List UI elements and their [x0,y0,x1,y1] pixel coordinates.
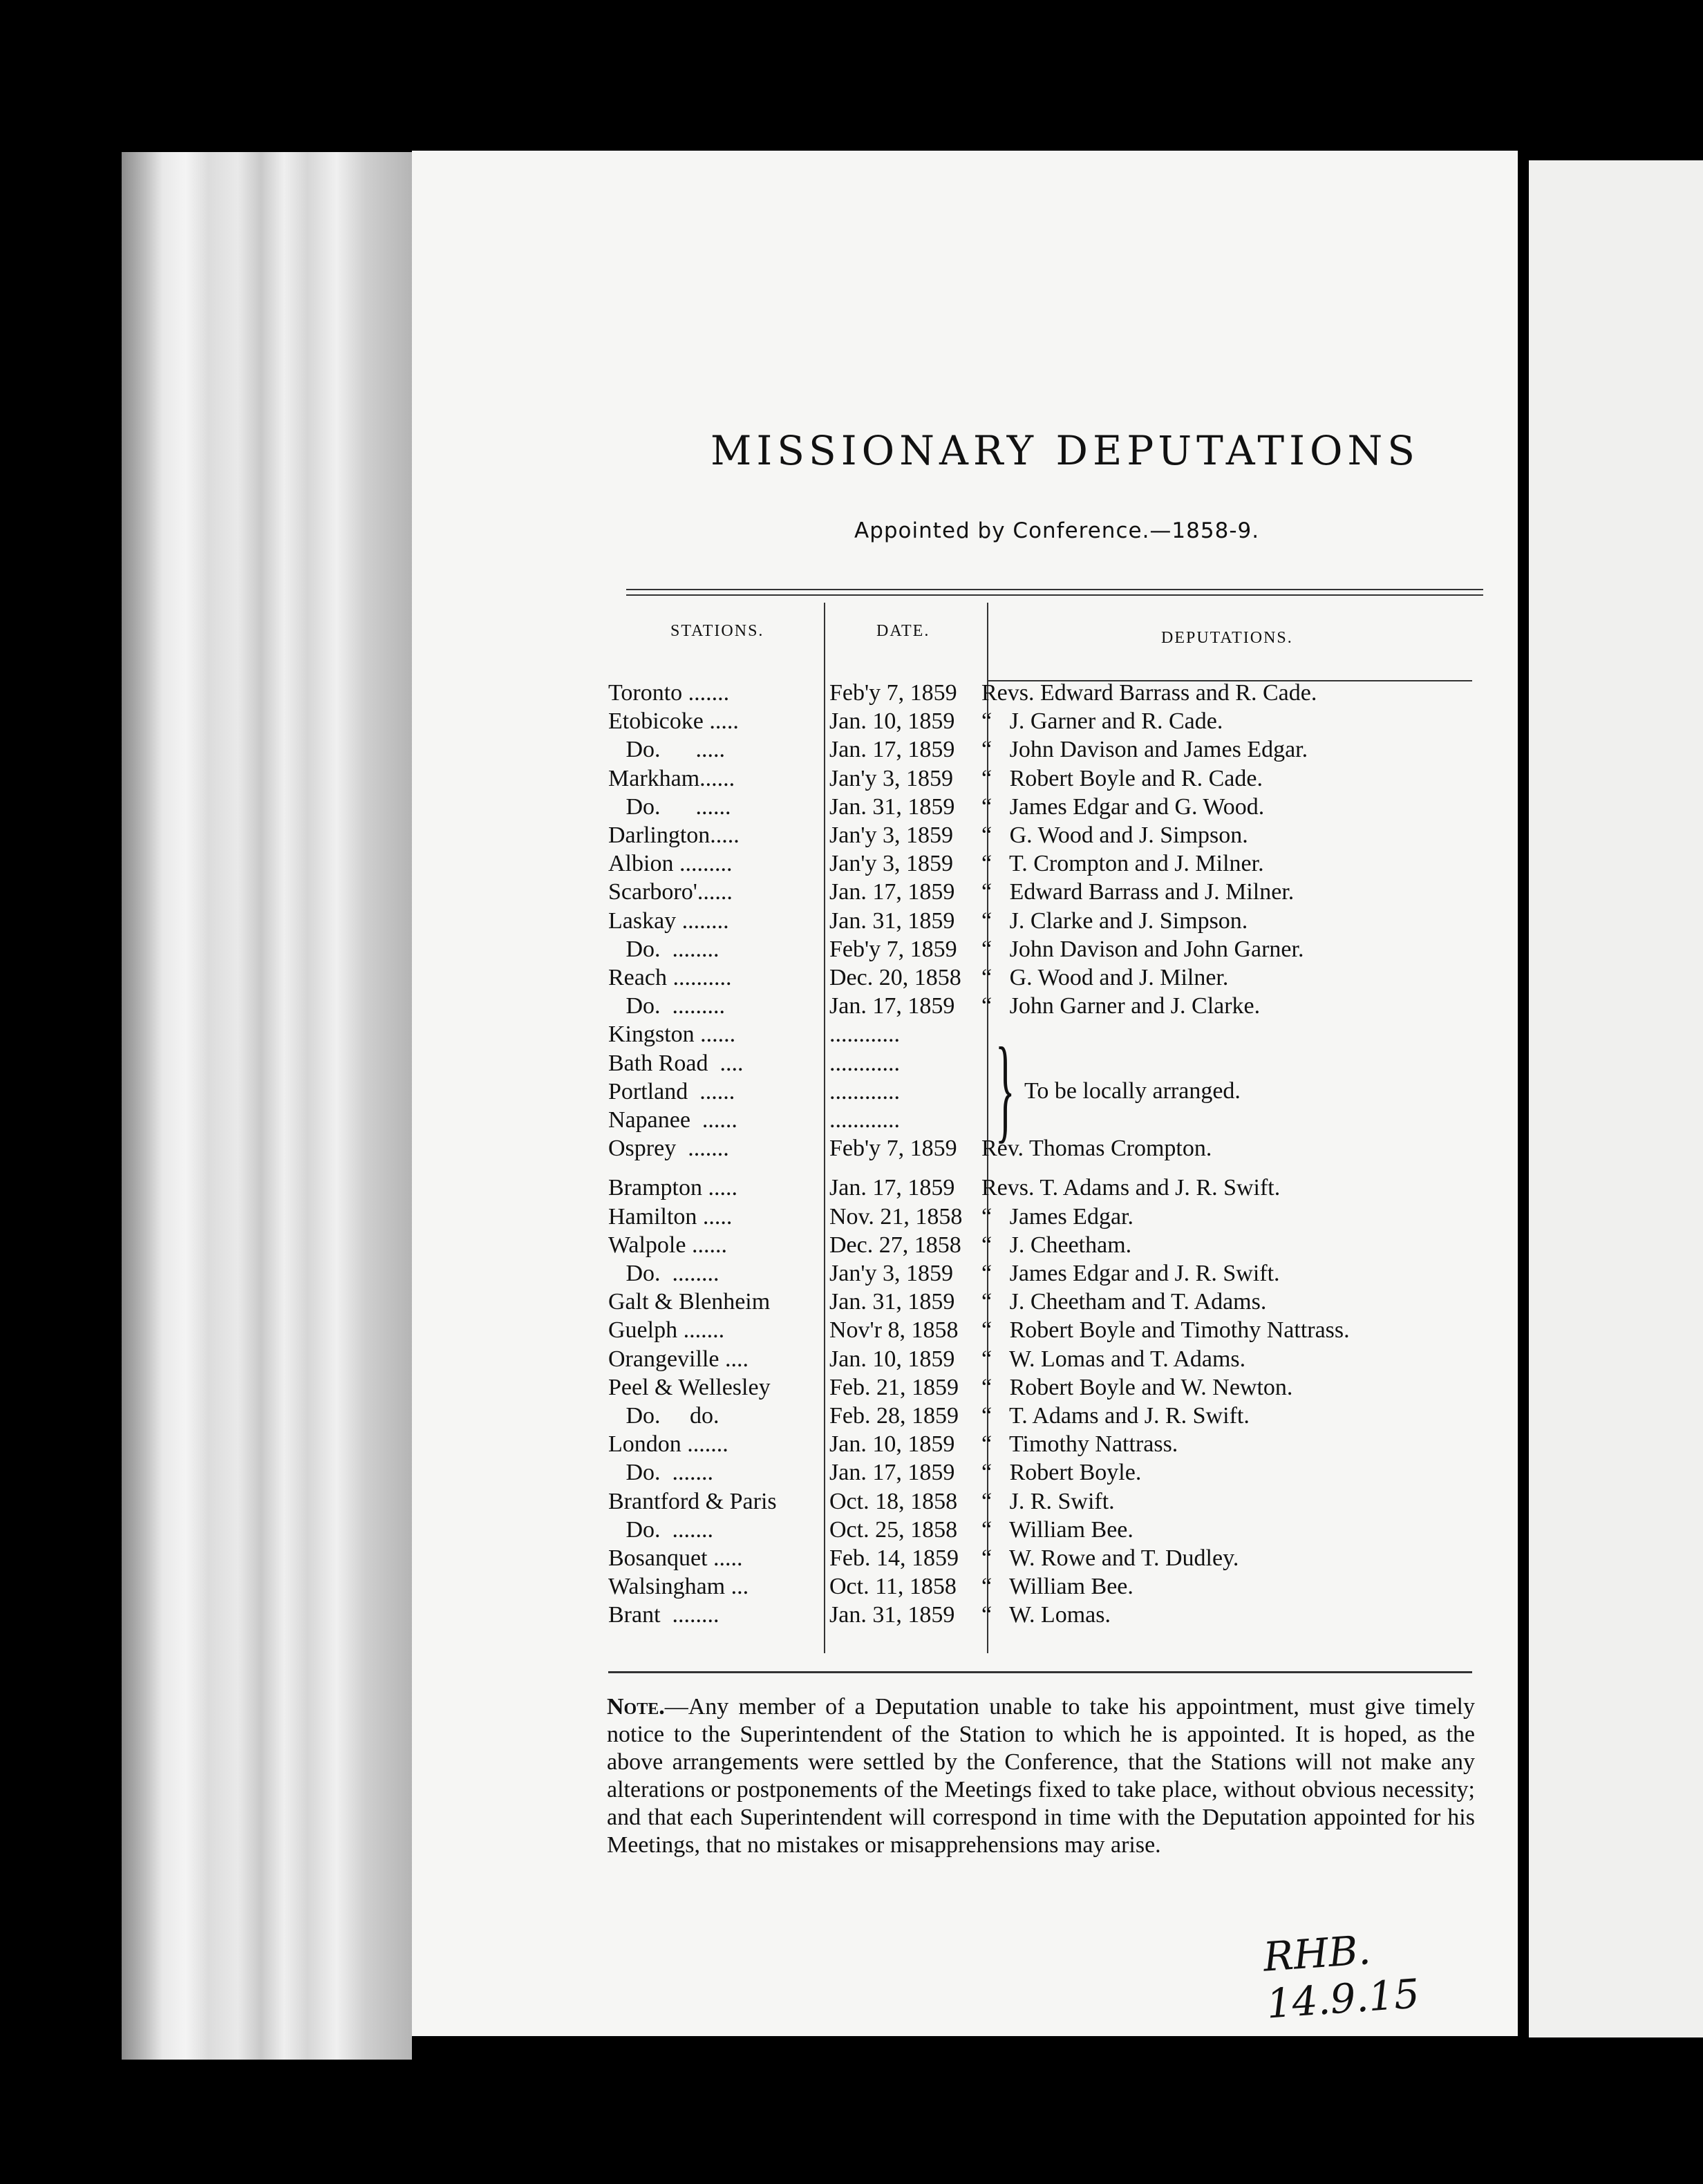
date-cell: Jan. 31, 1859 [829,907,955,934]
station-cell: Kingston ...... [608,1022,736,1048]
deputation-cell: “ J. Garner and R. Cade. [981,708,1223,735]
signature-initials: RHB. [1261,1926,1373,1981]
deputation-cell: “ William Bee. [981,1516,1133,1543]
date-cell: Dec. 27, 1858 [829,1232,961,1258]
top-rule-2 [626,594,1483,596]
deputation-cell: “ Robert Boyle and Timothy Nattrass. [981,1317,1350,1344]
date-cell: Jan. 10, 1859 [829,1346,955,1372]
deputation-cell: “ G. Wood and J. Simpson. [981,822,1248,848]
deputation-cell: Revs. T. Adams and J. R. Swift. [981,1175,1281,1201]
deputation-cell: “ J. Cheetham. [981,1232,1132,1258]
deputation-cell: “ W. Lomas. [981,1602,1111,1628]
date-cell: Feb'y 7, 1859 [829,680,957,706]
date-cell: ............ [829,1022,900,1048]
date-cell: Feb'y 7, 1859 [829,1136,957,1162]
brace-icon: } [995,1024,1015,1154]
station-cell: Reach .......... [608,965,732,990]
date-cell: ............ [829,1050,900,1076]
station-cell: Guelph ....... [608,1317,725,1344]
station-cell: Do. ...... [608,793,731,820]
date-cell: ............ [829,1107,900,1133]
station-cell: Brant ........ [608,1602,719,1628]
date-cell: Oct. 25, 1858 [829,1516,958,1543]
station-cell: Bath Road .... [608,1050,744,1076]
station-cell: Brampton ..... [608,1175,737,1201]
deputation-cell: “ W. Rowe and T. Dudley. [981,1545,1239,1571]
deputation-cell: “ James Edgar and G. Wood. [981,793,1265,820]
date-cell: Jan. 17, 1859 [829,737,955,763]
page-subtitle: Appointed by Conference.—1858-9. [854,518,1260,543]
station-cell: Walpole ...... [608,1232,727,1258]
date-cell: Nov'r 8, 1858 [829,1317,959,1344]
date-cell: Jan. 17, 1859 [829,879,955,905]
deputation-cell: “ Robert Boyle and W. Newton. [981,1374,1293,1400]
station-cell: London ....... [608,1431,728,1458]
station-cell: Orangeville .... [608,1346,749,1372]
deputation-cell: “ G. Wood and J. Milner. [981,965,1229,990]
deputation-cell: “ W. Lomas and T. Adams. [981,1346,1246,1372]
station-cell: Darlington..... [608,822,740,848]
note-paragraph [607,1693,1475,1859]
column-divider-1 [824,603,825,1653]
deputation-cell: “ T. Crompton and J. Milner. [981,851,1264,877]
station-cell: Portland ...... [608,1078,735,1104]
date-cell: Jan'y 3, 1859 [829,851,953,877]
date-cell: Jan'y 3, 1859 [829,822,953,848]
date-cell: Nov. 21, 1858 [829,1203,963,1230]
note-label: Note. [607,1694,665,1720]
station-cell: Peel & Wellesley [608,1374,771,1400]
date-cell: Feb'y 7, 1859 [829,936,957,962]
deputation-cell: Revs. Edward Barrass and R. Cade. [981,680,1317,706]
top-rule [626,589,1483,590]
facing-page-edge [1529,160,1703,2037]
deputation-cell: “ T. Adams and J. R. Swift. [981,1403,1250,1429]
header-deputations: DEPUTATIONS. [1161,629,1293,647]
station-cell: Do. ....... [608,1460,714,1486]
date-cell: Jan. 31, 1859 [829,793,955,820]
deputation-cell: “ James Edgar and J. R. Swift. [981,1261,1280,1286]
station-cell: Do. ........ [608,1261,719,1286]
date-cell: Oct. 18, 1858 [829,1488,958,1514]
station-cell: Walsingham ... [608,1574,749,1600]
station-cell: Do. do. [608,1403,719,1429]
date-cell: Jan. 10, 1859 [829,708,955,735]
station-cell: Albion ......... [608,851,733,877]
station-cell: Markham...... [608,765,735,791]
page-title: MISSIONARY DEPUTATIONS [711,427,1420,474]
deputation-cell: “ Timothy Nattrass. [981,1431,1178,1458]
date-cell: Jan. 17, 1859 [829,1175,955,1201]
date-cell: Jan. 17, 1859 [829,1460,955,1486]
bottom-rule [608,1671,1472,1673]
header-stations: STATIONS. [670,622,764,640]
station-cell: Do. ..... [608,737,726,763]
local-arrangement-note: To be locally arranged. [1024,1078,1241,1104]
date-cell: ............ [829,1078,900,1104]
station-cell: Etobicoke ..... [608,708,739,735]
deputation-cell: “ William Bee. [981,1574,1133,1600]
date-cell: Feb. 21, 1859 [829,1374,959,1400]
station-cell: Do. ....... [608,1516,714,1543]
deputation-cell: Rev. Thomas Crompton. [981,1136,1212,1162]
date-cell: Jan'y 3, 1859 [829,1261,953,1286]
deputation-cell: “ J. Clarke and J. Simpson. [981,907,1248,934]
deputation-cell: “ J. Cheetham and T. Adams. [981,1289,1267,1315]
date-cell: Feb. 14, 1859 [829,1545,959,1571]
deputation-cell: “ J. R. Swift. [981,1488,1115,1514]
handwritten-signature [1262,1923,1421,2027]
station-cell: Brantford & Paris [608,1488,777,1514]
note-text: —Any member of a Deputation unable to take his appointment, must give timely notice to the Superintendent of the Station to which he is appointed. It is hoped, as the above arrangements were settled by the Conference, that the Stations will not make any alterations or postponements of the Meetings fixed to take place, without obvious necessity; and that each Superintendent will correspond in time with the Deputation appointed for his Meetings, that no mistakes or misapprehensions may arise. [607,1694,1475,1858]
date-cell: Jan. 17, 1859 [829,993,955,1019]
station-cell: Bosanquet ..... [608,1545,743,1571]
date-cell: Dec. 20, 1858 [829,965,961,990]
station-cell: Osprey ....... [608,1136,729,1162]
deputation-cell: “ Edward Barrass and J. Milner. [981,879,1295,905]
deputation-cell: “ James Edgar. [981,1203,1133,1230]
station-cell: Do. ......... [608,993,726,1019]
station-cell: Napanee ...... [608,1107,737,1133]
date-cell: Jan. 31, 1859 [829,1602,955,1628]
date-cell: Oct. 11, 1858 [829,1574,957,1600]
date-cell: Jan. 10, 1859 [829,1431,955,1458]
deputation-cell: “ John Davison and James Edgar. [981,737,1308,763]
station-cell: Do. ........ [608,936,719,962]
date-cell: Feb. 28, 1859 [829,1403,959,1429]
header-date: DATE. [876,622,930,640]
signature-date: 14.9.15 [1265,1970,1421,2028]
deputation-cell: “ Robert Boyle and R. Cade. [981,765,1263,791]
date-cell: Jan. 31, 1859 [829,1289,955,1315]
station-cell: Galt & Blenheim [608,1289,771,1315]
station-cell: Laskay ........ [608,907,729,934]
station-cell: Toronto ....... [608,680,730,706]
deputation-cell: “ Robert Boyle. [981,1460,1142,1486]
station-cell: Hamilton ..... [608,1203,733,1230]
deputation-cell: “ John Garner and J. Clarke. [981,993,1261,1019]
station-cell: Scarboro'...... [608,879,733,905]
deputation-cell: “ John Davison and John Garner. [981,936,1304,962]
date-cell: Jan'y 3, 1859 [829,765,953,791]
book-page-edges [122,152,412,2060]
